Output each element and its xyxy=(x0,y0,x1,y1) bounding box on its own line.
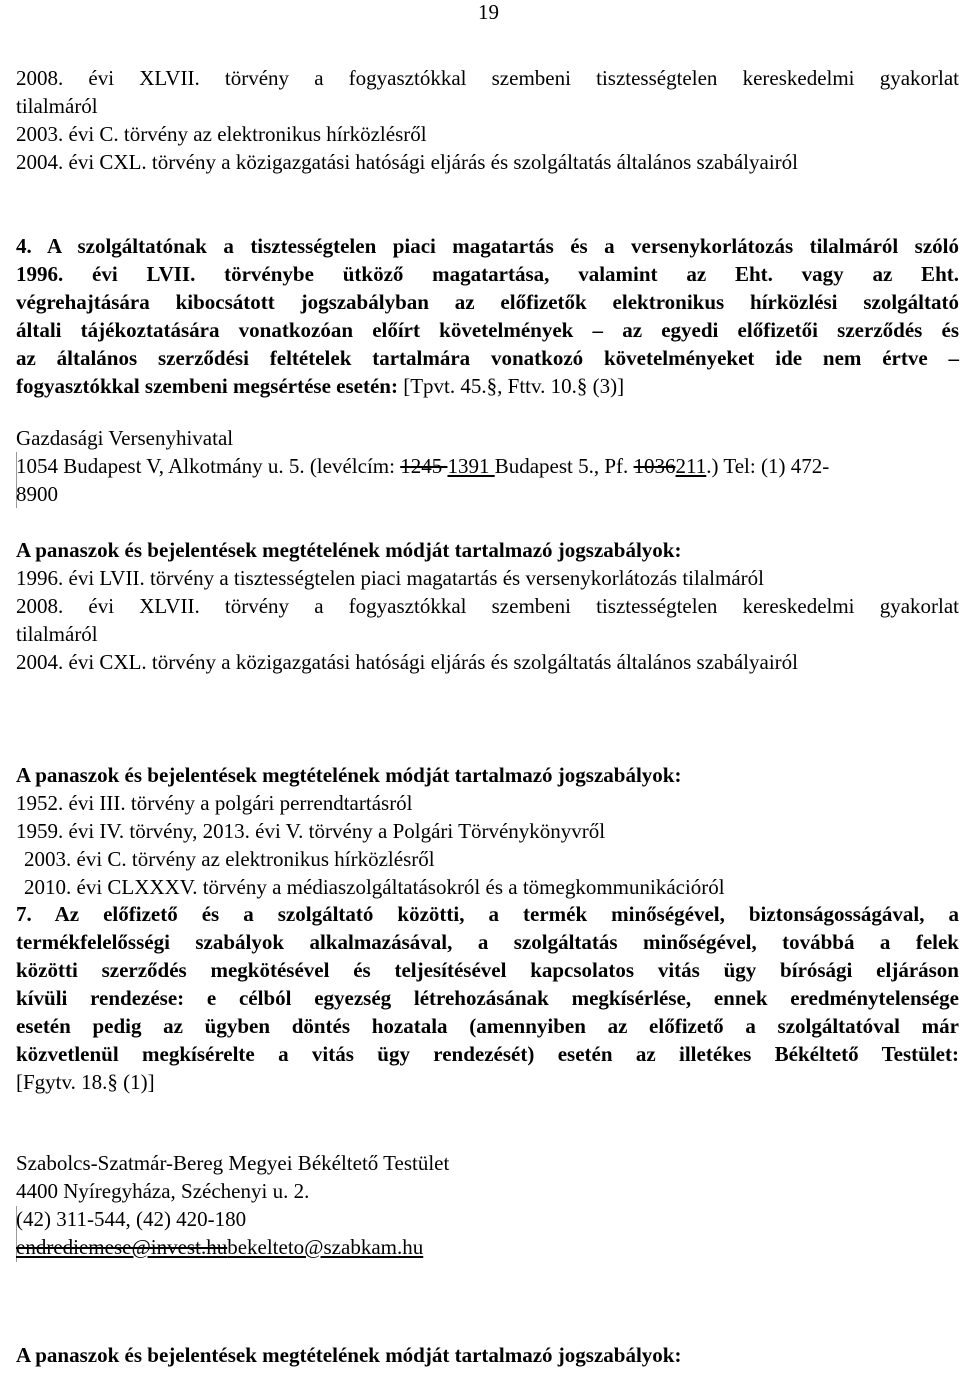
legislation-block-3 xyxy=(16,761,959,901)
top-law-list xyxy=(16,64,959,176)
law-item: 1959. évi IV. törvény, 2013. évi V. törvény a Polgári Törvénykönyvről xyxy=(16,819,606,843)
section-symbol: § xyxy=(107,1070,118,1094)
document-page xyxy=(16,0,960,1373)
legislation-block-2 xyxy=(16,536,959,676)
section-7-reference: [Fgytv. 18.§ (1)] xyxy=(16,1070,155,1094)
section-4-line: végrehajtására kibocsátott jogszabályban az előfizetők elektronikus hírközlési szolgáltató xyxy=(16,290,959,314)
legislation-block-4 xyxy=(16,1341,959,1369)
legislation-heading: A panaszok és bejelentések megtételének módját tartalmazó jogszabályok: xyxy=(16,1343,682,1367)
law-item: tilalmáról xyxy=(16,94,98,118)
section-4-last-bold: fogyasztókkal szembeni megsértése esetén: xyxy=(16,374,398,398)
section-7-line: esetén pedig az ügyben döntés hozatala (amennyiben az előfizető a szolgáltatóval már xyxy=(16,1014,959,1038)
address-text: .) Tel: (1) 472- xyxy=(706,454,830,478)
deleted-text: 1036 xyxy=(633,454,676,478)
section-7-line: közötti szerződés megkötésével és teljesítésével kapcsolatos vitás ügy bírósági eljáráson xyxy=(16,958,959,982)
section-4-reference: [Tpvt. 45.§, Fttv. 10.§ (3)] xyxy=(397,374,625,398)
law-item: 1996. évi LVII. törvény a tisztességtelen piaci magatartás és versenykorlátozás tilalmáról xyxy=(16,566,764,590)
address-text: 1054 Budapest V, Alkotmány u. 5. (levélcím: xyxy=(16,454,401,478)
section-4-last-line xyxy=(16,372,959,400)
law-item xyxy=(16,845,959,873)
law-item: 2004. évi CXL. törvény a közigazgatási hatósági eljárás és szolgáltatás általános szabályairól xyxy=(16,650,798,674)
address-text: Budapest 5., Pf. xyxy=(494,454,634,478)
section-4-line: 4. A szolgáltatónak a tisztességtelen piaci magatartás és a versenykorlátozás tilalmáról szóló xyxy=(16,234,959,258)
law-item-text: 2010. évi CLXXXV. törvény a médiaszolgáltatásokról és a tömegkommunikációról xyxy=(24,875,725,899)
law-item: 2004. évi CXL. törvény a közigazgatási hatósági eljárás és szolgáltatás általános szabályairól xyxy=(16,150,798,174)
page-number: 19 xyxy=(478,0,499,24)
section-7-line: közvetlenül megkísérelte a vitás ügy rendezését) esetén az illetékes Békéltető Testület: xyxy=(16,1042,959,1066)
board-phone: (42) 311-544, (42) 420-180 xyxy=(16,1207,247,1231)
section-symbol: § xyxy=(576,374,588,398)
inserted-text: 1391 xyxy=(447,454,495,478)
section-symbol: § xyxy=(486,374,498,398)
legislation-heading: A panaszok és bejelentések megtételének módját tartalmazó jogszabályok: xyxy=(16,538,682,562)
section-4 xyxy=(16,232,959,400)
law-item-text: 2003. évi C. törvény az elektronikus hírközlésről xyxy=(24,847,435,871)
law-item: 2003. évi C. törvény az elektronikus hírközlésről xyxy=(16,122,427,146)
law-item: tilalmáról xyxy=(16,622,98,646)
board-name: Szabolcs-Szatmár-Bereg Megyei Békéltető Testület xyxy=(16,1151,450,1175)
board-email xyxy=(16,1233,959,1261)
law-item: 1952. évi III. törvény a polgári perrendtartásról xyxy=(16,791,413,815)
section-7-line: kívüli rendezése: e célból egyezség létrehozásának megkísérlése, ennek eredménytelensége xyxy=(16,986,959,1010)
section-7-line: termékfelelősségi szabályok alkalmazásával, a szolgáltatás minőségével, továbbá a felek xyxy=(16,930,959,954)
law-item: 2008. évi XLVII. törvény a fogyasztókkal szembeni tisztességtelen kereskedelmi gyakorlat xyxy=(16,66,959,90)
section-4-line: az általános szerződési feltételek tartalmára vonatkozó követelményeket ide nem értve – xyxy=(16,346,959,370)
inserted-text: 211 xyxy=(675,454,707,478)
board-address: 4400 Nyíregyháza, Széchenyi u. 2. xyxy=(16,1179,310,1203)
deleted-text: 1245 xyxy=(400,454,448,478)
email-new-link[interactable]: bekelteto@szabkam.hu xyxy=(227,1235,424,1259)
legislation-heading: A panaszok és bejelentések megtételének módját tartalmazó jogszabályok: xyxy=(16,763,682,787)
section-4-line: 1996. évi LVII. törvénybe ütköző magatartása, valamint az Eht. vagy az Eht. xyxy=(16,262,959,286)
law-item: 2008. évi XLVII. törvény a fogyasztókkal szembeni tisztességtelen kereskedelmi gyakorlat xyxy=(16,594,959,618)
authority-name: Gazdasági Versenyhivatal xyxy=(16,426,234,450)
section-4-line: általi tájékoztatására vonatkozóan előírt követelmények – az egyedi előfizetői szerződés és xyxy=(16,318,959,342)
section-7 xyxy=(16,900,959,1096)
law-item xyxy=(16,873,959,901)
board-contact-block xyxy=(16,1149,959,1261)
authority-block xyxy=(16,424,959,508)
section-7-line: 7. Az előfizető és a szolgáltató közötti, a termék minőségével, biztonságosságával, a xyxy=(16,902,959,926)
authority-address xyxy=(16,452,959,480)
authority-address-cont: 8900 xyxy=(16,482,58,506)
email-old-link[interactable]: endrediemese@invest.hu xyxy=(16,1235,228,1259)
